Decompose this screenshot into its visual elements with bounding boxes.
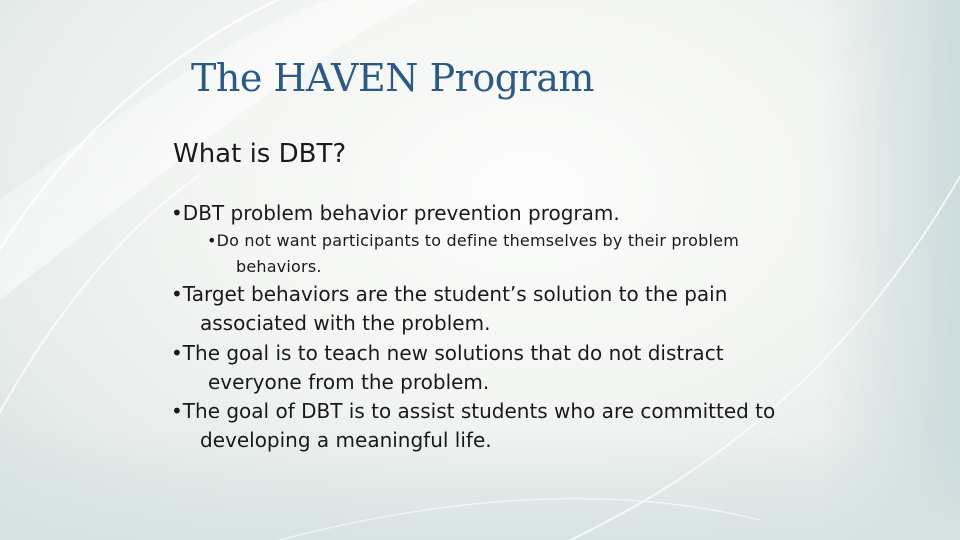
bullet-text-continued: behaviors. <box>236 257 322 276</box>
bullet-text-continued: everyone from the problem. <box>208 370 490 394</box>
bullet-item-1 <box>171 199 620 228</box>
bullet-item-3 <box>171 339 724 397</box>
slide-title: The HAVEN Program <box>191 56 594 100</box>
bullet-text: Target behaviors are the student’s solution to the pain <box>182 282 728 306</box>
bullet-glyph: • <box>171 201 183 225</box>
bullet-glyph: • <box>171 399 183 423</box>
bullet-item-4 <box>171 397 775 455</box>
bullet-text: Do not want participants to define themselves by their problem <box>216 231 739 250</box>
bullet-glyph: • <box>207 231 217 250</box>
bullet-text: The goal of DBT is to assist students who are committed to <box>182 399 776 423</box>
slide-subtitle: What is DBT? <box>173 139 347 169</box>
sub-bullet-item-1 <box>207 228 739 280</box>
bullet-item-2 <box>171 280 727 338</box>
bullet-text-continued: developing a meaningful life. <box>200 428 492 452</box>
bullet-text: DBT problem behavior prevention program. <box>182 201 620 225</box>
bullet-glyph: • <box>171 341 183 365</box>
bullet-text: The goal is to teach new solutions that do not distract <box>182 341 724 365</box>
bullet-text-continued: associated with the problem. <box>200 311 491 335</box>
bullet-glyph: • <box>171 282 183 306</box>
